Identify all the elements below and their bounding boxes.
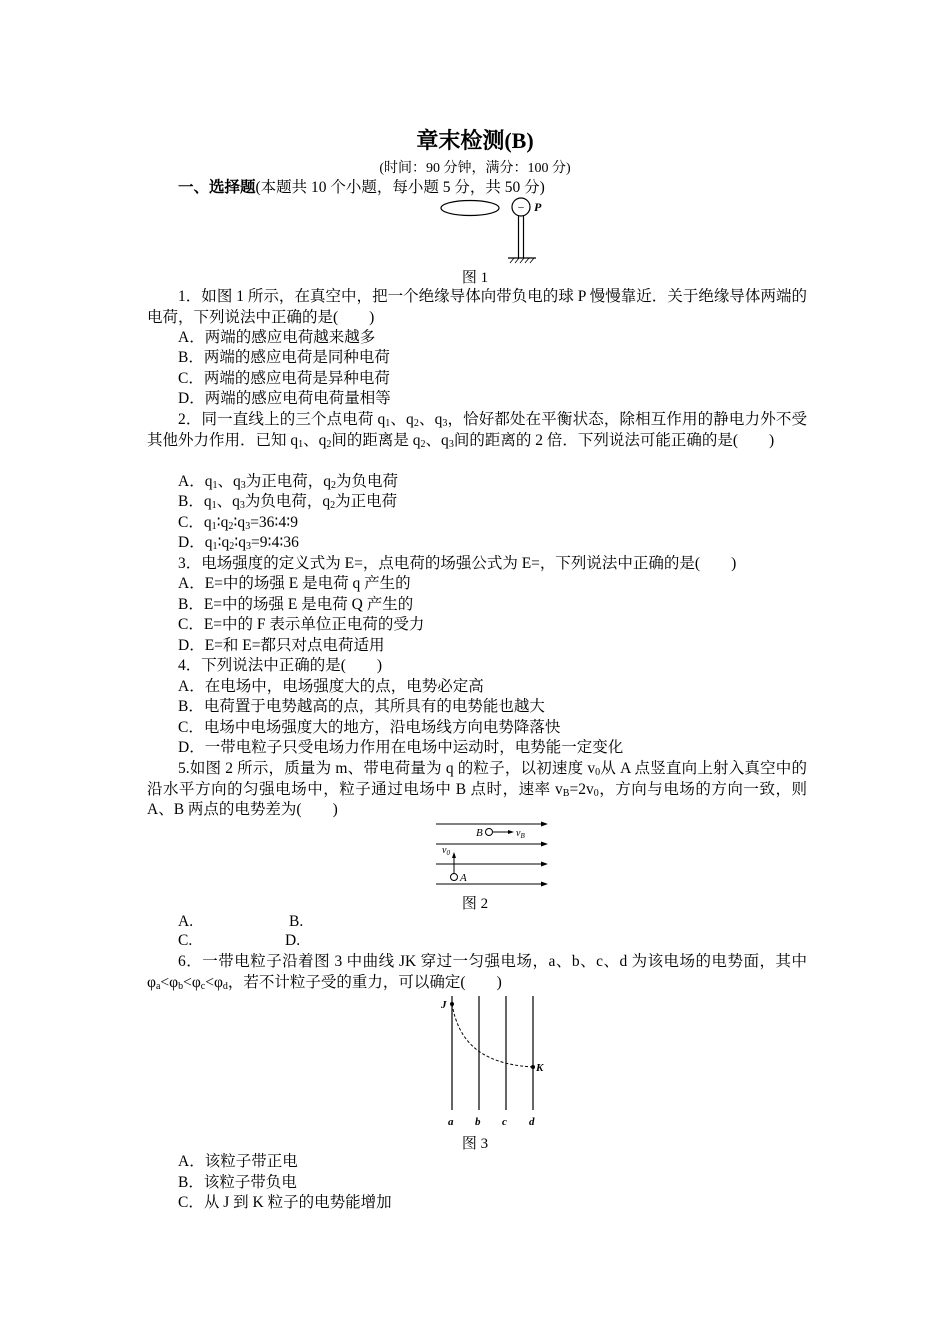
q6-option-b: B．该粒子带负电 <box>178 1174 297 1191</box>
q4-option-b: B．电荷置于电势越高的点，其所具有的电势能也越大 <box>178 698 545 715</box>
q2-option-b: B．$q_1$、$q_3$为负电荷，$q_2$为正电荷 <box>178 493 398 511</box>
insulated-conductor <box>441 201 499 216</box>
question-5-stem: 5.如图 2 所示，质量为 m、带电荷量为 q 的粒子，以初速度 $v_0$从 A 点竖直向上射入真空中的沿水平方向的匀强电场中，粒子通过电场中 B 点时，速率 $v_B=2v_0$，方向与电场的方向一致，则 A、B 两点的电势差为( ) <box>147 760 808 818</box>
label-d: d <box>529 1116 535 1128</box>
q6-option-c: C．从 J 到 K 粒子的电势能增加 <box>178 1194 392 1211</box>
label-j: J <box>441 999 447 1011</box>
question-6-stem: 6．一带电粒子沿着图 3 中曲线 JK 穿过一匀强电场，a、b、c、d 为该电场的电势面，其中 $\varphi_a<\varphi_b<\varphi_c<\varphi_d$，若不计粒子受的重力，可以确定( ) <box>147 953 807 992</box>
section-title: 一、选择题 <box>178 179 256 196</box>
q6-option-a: A．该粒子带正电 <box>178 1153 298 1170</box>
label-k: K <box>536 1062 544 1074</box>
q4-option-d: D．一带电粒子只受电场力作用在电场中运动时，电势能一定变化 <box>178 739 624 756</box>
q1-option-c: C．两端的感应电荷是异种电荷 <box>178 370 390 387</box>
label-b: b <box>475 1116 481 1128</box>
q2-option-d: D．$q_1∶q_2∶q_3=9∶4∶36$ <box>178 534 299 552</box>
q1-option-d: D．两端的感应电荷电荷量相等 <box>178 390 391 407</box>
point-b <box>486 829 493 836</box>
q4-option-a: A．在电场中，电场强度大的点，电势必定高 <box>178 678 484 695</box>
trajectory-jk <box>452 1004 533 1067</box>
q5-option-b: B. <box>289 913 304 930</box>
q4-option-c: C．电场中电场强度大的地方，沿电场线方向电势降落快 <box>178 719 561 736</box>
q2-option-c: C．$q_1∶q_2∶q_3=36∶4∶9$ <box>178 514 298 532</box>
question-2-stem: 2．同一直线上的三个点电荷 $q_1$、$q_2$、$q_3$，恰好都处在平衡状态，除相互作用的静电力外不受其他外力作用．已知 $q_1$、$q_2$间的距离是 $q_2$、$q_3$间的距离的 2 倍．下列说法可能正确的是( ) <box>147 411 807 450</box>
figure-3-diagram <box>438 994 550 1130</box>
label-a: A <box>460 872 467 884</box>
q1-option-b: B．两端的感应电荷是同种电荷 <box>178 349 390 366</box>
q5-option-c: C. <box>178 932 193 949</box>
figure-3-caption: 图 3 <box>461 1136 489 1152</box>
q2-option-a: A．$q_1$、$q_3$为正电荷，$q_2$为负电荷 <box>178 473 398 491</box>
q5-option-d: D. <box>285 932 301 949</box>
q1-option-a: A．两端的感应电荷越来越多 <box>178 329 376 346</box>
exam-meta: (时间：90 分钟，满分：100 分) <box>379 161 571 176</box>
section-note: (本题共 10 个小题，每小题 5 分，共 50 分) <box>255 179 545 196</box>
q5-option-a: A. <box>178 913 194 930</box>
q3-option-b: B．E=中的场强 E 是电荷 Q 产生的 <box>178 596 414 613</box>
label-p: P <box>534 200 542 214</box>
label-a: a <box>448 1116 454 1128</box>
ball-sign: − <box>517 200 525 215</box>
label-vb: $v_B$ <box>516 828 525 840</box>
q3-option-c: C．E=中的 F 表示单位正电荷的受力 <box>178 616 425 633</box>
q3-option-a: A．E=中的场强 E 是电荷 q 产生的 <box>178 575 411 592</box>
figure-2-caption: 图 2 <box>461 896 489 912</box>
figure-1-diagram <box>436 194 556 268</box>
label-v0: $v_0$ <box>442 845 450 857</box>
q3-option-d: D．E=和 E=都只对点电荷适用 <box>178 637 385 654</box>
point-a <box>451 874 458 881</box>
figure-1-caption: 图 1 <box>461 270 489 286</box>
label-c: c <box>502 1116 507 1128</box>
question-1-stem: 1．如图 1 所示，在真空中，把一个绝缘导体向带负电的球 P 慢慢靠近．关于绝缘导体两端的电荷，下列说法中正确的是( ) <box>147 288 807 326</box>
page-title: 章末检测(B) <box>416 128 534 153</box>
label-b: B <box>476 827 483 839</box>
question-3-stem: 3．电场强度的定义式为 E=，点电荷的场强公式为 E=，下列说法中正确的是( ) <box>178 555 737 572</box>
figure-2-diagram <box>432 820 552 890</box>
question-4-stem: 4．下列说法中正确的是( ) <box>178 657 383 674</box>
